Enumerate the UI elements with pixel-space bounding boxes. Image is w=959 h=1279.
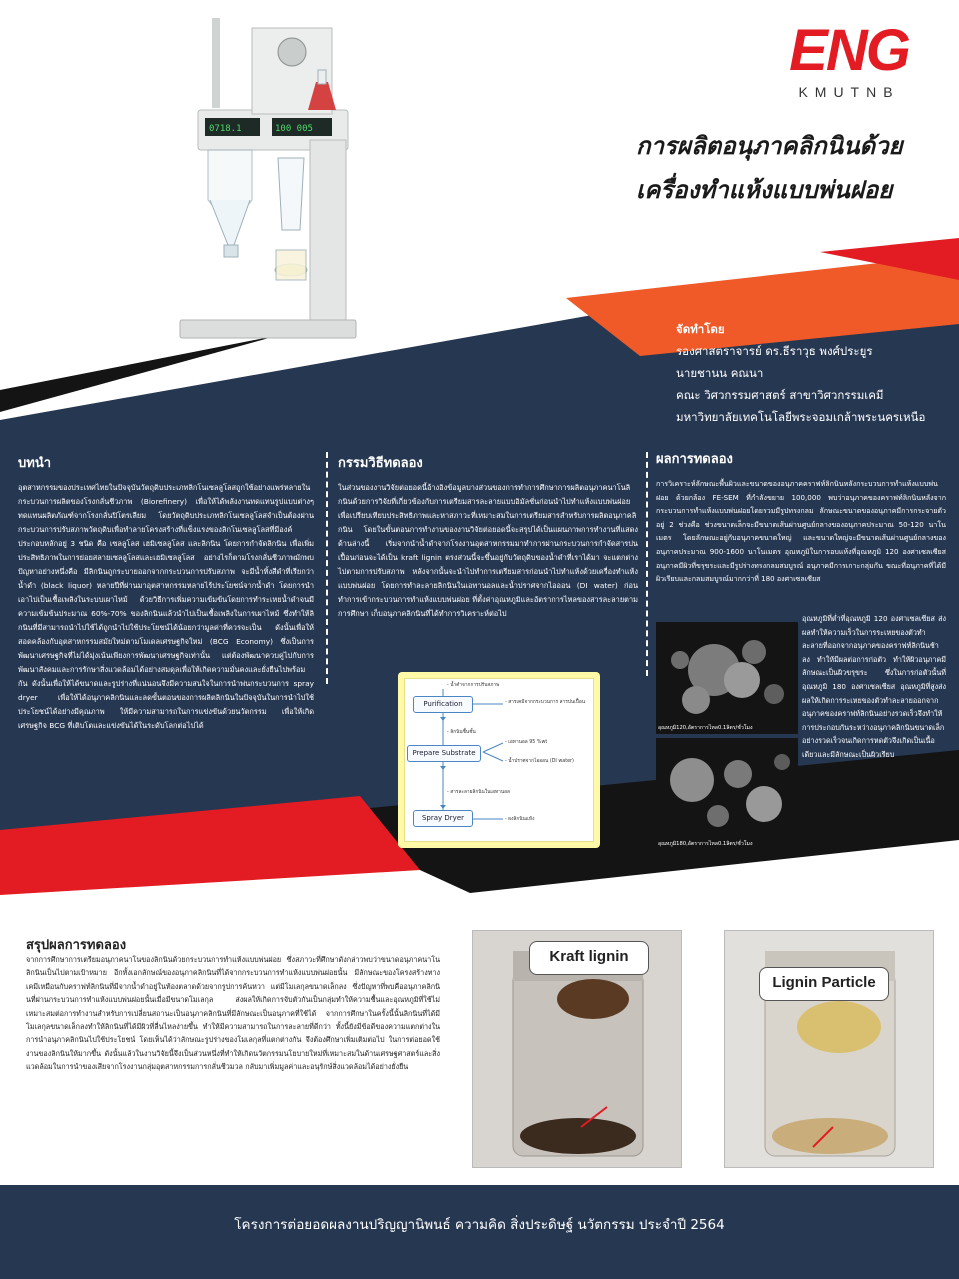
flow-box-prepare: Prepare Substrate [407, 745, 481, 762]
poster-title [636, 124, 936, 212]
display-left: 0718.1 [209, 124, 242, 134]
sem-particles [656, 622, 798, 734]
column-divider [646, 452, 648, 676]
credit-line: คณะ วิศวกรรมศาสตร์ สาขาวิศวกรรมเคมี [676, 388, 884, 402]
flow-note: - สารเคมีจากกระบวนการ สารปนเปื้อน [505, 700, 586, 705]
intro-section [18, 452, 314, 733]
flow-mid: - สารละลายลิกนินในเอทานอล [447, 790, 510, 795]
title-line-1: การผลิตอนุภาคลิกนินด้วย [636, 131, 903, 160]
sem-caption: อุณหภูมิ120,อัตราการไหล0.1ลิตร/ชั่วโมง [658, 725, 753, 731]
footer-text: โครงการต่อยอดผลงานปริญญานิพนธ์ ความคิด สิ่งประดิษฐ์ นวัตกรรม ประจำปี 2564 [234, 1217, 725, 1233]
photo-label-lignin: Lignin Particle [759, 967, 889, 1001]
flow-mid: - ลิกนินชื้นชั้น [447, 730, 476, 735]
column-divider [326, 452, 328, 684]
flow-note: - ผงลิกนินแห้ง [505, 817, 535, 822]
credits-label: จัดทำโดย [676, 322, 725, 336]
flow-note: - น้ำปราศจากไอออน (DI water) [505, 759, 574, 764]
credit-line: นายชานน คณนา [676, 366, 764, 380]
intro-heading: บทนำ [18, 456, 52, 471]
sem-image-120 [656, 622, 798, 734]
flow-box-purification: Purification [413, 696, 473, 713]
logo-main: ENG [789, 18, 909, 83]
footer-bar [0, 1185, 959, 1279]
results-side-text: อุณหภูมิที่ต่ำที่อุณหภูมิ 120 องศาเซลเซียส ส่งผลทำให้ความเร็วในการระเหยของตัวทำละลายที่ออกจากอนุภาคของคราฟท์ลิกนินช้าลง ทำให้มีผลต่อการก่อตัว ทำให้ผิวอนุภาคมีลักษณะเป็นผิวขรุขระ ซึ่งในการก่อตัวนั้นที่อุณหภูมิ 180 องศาเซลเซียส อุณหภูมิที่สูงส่งผลให้เกิดการระเหยของตัวทำละลายออกจากอนุภาคของคราฟท์ลิกนินอย่างรวดเร็วจึงทำให้การประกอบกันระหว่างอนุภาคลิกนินขนาดเล็กอย่างรวดเร็วจนเกิดการหดตัวจึงเกิดเป็นเนื้อเดียวและมีลักษณะเป็นผิวเรียบ [802, 614, 946, 759]
kraft-lignin-photo [472, 930, 682, 1168]
process-flowchart [398, 672, 600, 848]
display-right: 100 005 [275, 124, 313, 134]
photo-label-kraft: Kraft lignin [529, 941, 649, 975]
method-heading: กรรมวิธีทดลอง [338, 456, 423, 471]
flow-note: - เอทานอล 95 %wt [505, 740, 548, 745]
summary-heading: สรุปผลการทดลอง [26, 938, 127, 953]
logo-sub: KMUTNB [798, 84, 900, 100]
results-section [656, 448, 946, 586]
summary-body: จากการศึกษาการเตรียมอนุภาคนาโนของลิกนินด้วยกระบวนการทำแห้งแบบพ่นฝอย ซึ่งสภาวะที่ศึกษาดังกล่าวพบว่าขนาดอนุภาคนาโนลิกนินเป็นไปตามเป้าหมาย อีกทั้งเอกลักษณ์ของอนุภาคลิกนินที่ได้จากกระบวนการทำแห้งแบบพ่นฝอยนั้น มีลักษณะของโครงสร้างทางเคมีเหมือนกับคราฟท์ลิกนินที่มีจากน้ำดำอยู่ในท้องตลาดด้วยจากรูปการค้นหวา แต่มีโมเลกุลขนาดเล็กลง ซึ่งปัญหาที่พบคืออนุภาคลิกนินที่ผ่านกระบวนการทำแห้งแบบพ่นฝอยนั้นเมื่อมีขนาดโมเลกุล ส่งผลให้เกิดการจับตัวกันเป็นกลุ่มทำให้ความชื้นและอุณหภูมิที่ใช้ไม่เหมาะสมต่อการทำงานสำหรับการเปลี่ยนสถานะเป็นอนุภาคลิกนินที่มีลักษณะเป็นอนุภาคที่ใช้ได้ จากการศึกษาในครั้งนี้นั้นลิกนินที่ได้มีโมเลกุลขนาดเล็กลงทำให้ลิกนินที่ได้มีผิวที่ลื่นไหลง่ายขึ้น ทำให้มีความสามารถในการละลายที่ดีกว่า ทั้งนี้ยังมีข้อดีของความแตกต่างในการนำอนุภาคลิกนินไปใช้ประโยชน์ โดยเห็นได้ว่าลักษณะรูปร่างของโมเลกุลที่แตกต่างกัน จึงต้องศึกษาเพิ่มเติมต่อไป ในการต่อยอดใช้งานของลิกนินให้มากขึ้น ดังนั้นแล้วในงานวิจัยนี้จึงเป็นส่วนหนึ่งที่ทำให้เกิดนวัตกรรมนโยบายใหม่ที่เหมาะสมในด้านเศรษฐศาสตร์และสิ่งแวดล้อมในการนำของเสียจากโรงงานกลุ่มอุตสาหกรรมการกลั่นชีวมวล กลับมาเพิ่มมูลค่าและอนุรักษ์สิ่งแวดล้อมได้อย่างยั่งยืน [26, 955, 440, 1072]
title-line-2: เครื่องทำแห้งแบบพ่นฝอย [636, 175, 893, 204]
method-section [338, 452, 638, 621]
flow-start: - น้ำดำจากการปรับสภาพ [447, 683, 500, 688]
sem-particles [656, 738, 798, 850]
spray-dryer-illustration [160, 0, 360, 345]
lignin-particle-photo [724, 930, 934, 1168]
results-body: การวิเคราะห์ลักษณะพื้นผิวและขนาดของอนุภาคคราฟท์ลิกนินหลังกระบวนการทำแห้งแบบพ่นฝอย ด้วยกล้อง FE-SEM ที่กำลังขยาย 100,000 พบว่าอนุภาคของคราฟท์ลิกนินหลังจากกระบวนการทำแห้งแบบพ่นฝอยโดยรวมมีรูปทรงกลม ลักษณะขนาดของอนุภาคมีการกระจายตัวอยู่ 2 ช่วงคือ ช่วงขนาดเล็กจะมีขนาดเส้นผ่านศูนย์กลางของอนุภาคประมาณ 50-120 นาโนเมตร โดยลักษณะอยู่กับอนุภาคขนาดใหญ่ และขนาดใหญ่จะมีขนาดเส้นผ่านศูนย์กลางของอนุภาคประมาณ 900-1600 นาโนเมตร อุณหภูมิในการอบแห้งที่อุณหภูมิ 120 องศาเซลเซียส อนุภาคมีผิวที่ขรุขระและมีรูปร่างทรงกลมสมบูรณ์ อนุภาคมีการเกาะกลุ่มกัน ขณะที่อนุภาคที่ได้มีผิวเรียบและกลมสมบูรณ์มากกว่าที่ 180 องศาเซลเซียส [656, 479, 946, 584]
intro-body: อุตสาหกรรมของประเทศไทยในปัจจุบันวัตถุดิบประเภทลิกโนเซลลูโลสถูกใช้อย่างแพร่หลายในกระบวนการผลิตของโรงกลั่นชีวภาพ (Biorefinery) เพื่อให้ได้พลังงานทดแทนรูปแบบต่างๆ ทดแทนผลิตภัณฑ์จากโรงกลั่นปิโตรเลียม โดยวัตถุดิบประเภทลิกโนเซลลูโลสจำเป็นต้องผ่านกระบวนการปรับสภาพวัตถุดิบเพื่อทำลายโครงสร้างที่แข็งแรงของลิกโนเซลลูโลสที่มีองค์ประกอบหลักอยู่ 3 ชนิด คือ เซลลูโลส เฮมิเซลลูโลส และลิกนิน โดยการกำจัดลิกนิน เพื่อเพิ่มประสิทธิภาพในการย่อยสลายเซลลูโลสและเฮมิเซลลูโลส อย่างไรก็ตามโรงกลั่นชีวภาพมักพบปัญหาอย่างหนึ่งคือ มีลิกนินถูกระบายออกจากกระบวนการปรับสภาพ จะมีน้ำทิ้งสีดำที่เรียกว่าน้ำดำ (black liquor) หลายปีที่ผ่านมาอุตสาหกรรมหลายไร้ประโยชน์จากน้ำดำ โดยการนำเอาไปเป็นเชื้อเพลิงในระบบเผาไหม้ ด้วยวิธีการเพิ่มความเข้มข้นโดยการทำระเหยน้ำดำจนมีความเข้มข้นประมาณ 60%-70% ของลิกนินแล้วนำไปเป็นเชื้อเพลิงในการเผาไหม้ ซึ่งทำให้ลิกนินที่มีสามารถนำไปใช้ได้ถูกนำไปใช้ประโยชน์ได้น้อยกว่ามูลค่าที่ควรจะเป็น ดังนั้นเพื่อให้สอดคล้องกับอุตสาหกรรมสมัยใหม่ตามโมเดลเศรษฐกิจใหม่ (BCG Economy) ซึ่งเป็นการพัฒนาเศรษฐกิจที่ไม่ได้มุ่งเน้นเพียงการพัฒนาเศรษฐกิจเท่านั้น แต่ต้องพัฒนาควบคู่ไปกับการพัฒนาสังคมและการรักษาสิ่งแวดล้อมได้อย่างสมดุลเพื่อให้เกิดความมั่นคงและยั่งยืนไปพร้อมกัน ดังนั้นเพื่อให้ได้ขนาดและรูปร่างที่แน่นอนจึงมีความสนใจในการนำพ่นกระบวนการ spray dryer เพื่อให้ได้อนุภาคลิกนินและลดขั้นตอนของการผลิตลิกนินในปัจจุบันในการนำไปใช้ประโยชน์ได้อย่างมีคุณภาพ ให้มีความสามารถในการแข่งขันด้วยนวัตกรรม เพื่อให้เกิดเศรษฐกิจ BCG ที่เติบโตและแข่งขันได้ในระดับโลกต่อไปได้ [18, 483, 314, 730]
sem-caption: อุณหภูมิ180,อัตราการไหล0.1ลิตร/ชั่วโมง [658, 841, 753, 847]
credit-line: รองศาสตราจารย์ ดร.ธีราวุธ พงศ์ประยูร [676, 344, 873, 358]
credit-line: มหาวิทยาลัยเทคโนโลยีพระจอมเกล้าพระนครเหนือ [676, 410, 926, 424]
method-body: ในส่วนของงานวิจัยต่อยอดนี้อ้างอิงข้อมูลบางส่วนของการทำการศึกษาการผลิตอนุภาคนาโนลิกนินด้วยการวิจัยที่เกี่ยวข้องกับการเตรียมสารละลายแบบอิมัลชั่นก่อนนำไปทำแห้งแบบพ่นฝอยเพื่อเปรียบเทียบประสิทธิภาพและหาสภาวะที่เหมาะสมในการเตรียมสารสำหรับการผลิตอนุภาคลิกนิน โดยในขั้นตอนการทำงานของงานวิจัยต่อยอดนี้จะสรุปได้เป็นแผนภาพการทำงานที่แสดงด้านล่างนี้ เริ่มจากนำน้ำดำจากโรงงานอุตสาหกรรมมาทำการผ่านกระบวนการกำจัดสารปนเปื้อนก่อนจะได้เป็น kraft lignin ตรงส่วนนี้จะขึ้นอยู่กับวัตถุดิบของน้ำดำที่เราได้มา จะแตกต่างไปตามการปรับสภาพ หลังจากนั้นจะนำไปทำการเตรียมสารก่อนนำไปทำแห้งด้วยเครื่องทำแห้งแบบพ่นฝอย โดยการทำละลายลิกนินในเอทานอลและน้ำปราศจากไอออน (DI water) ก่อนทำการเข้ากระบวนการทำแห้งแบบพ่นฝอย ที่ตั้งค่าอุณหภูมิและอัตราการไหลของสารละลายตามการศึกษา เก็บอนุภาคลิกนินที่ได้ทำการวิเคราะห์ต่อไป [338, 483, 638, 618]
sem-image-180 [656, 738, 798, 850]
flow-box-spray-dryer: Spray Dryer [413, 810, 473, 827]
eng-kmutnb-logo [769, 20, 929, 100]
results-heading: ผลการทดลอง [656, 452, 733, 467]
credits-block [676, 318, 956, 428]
